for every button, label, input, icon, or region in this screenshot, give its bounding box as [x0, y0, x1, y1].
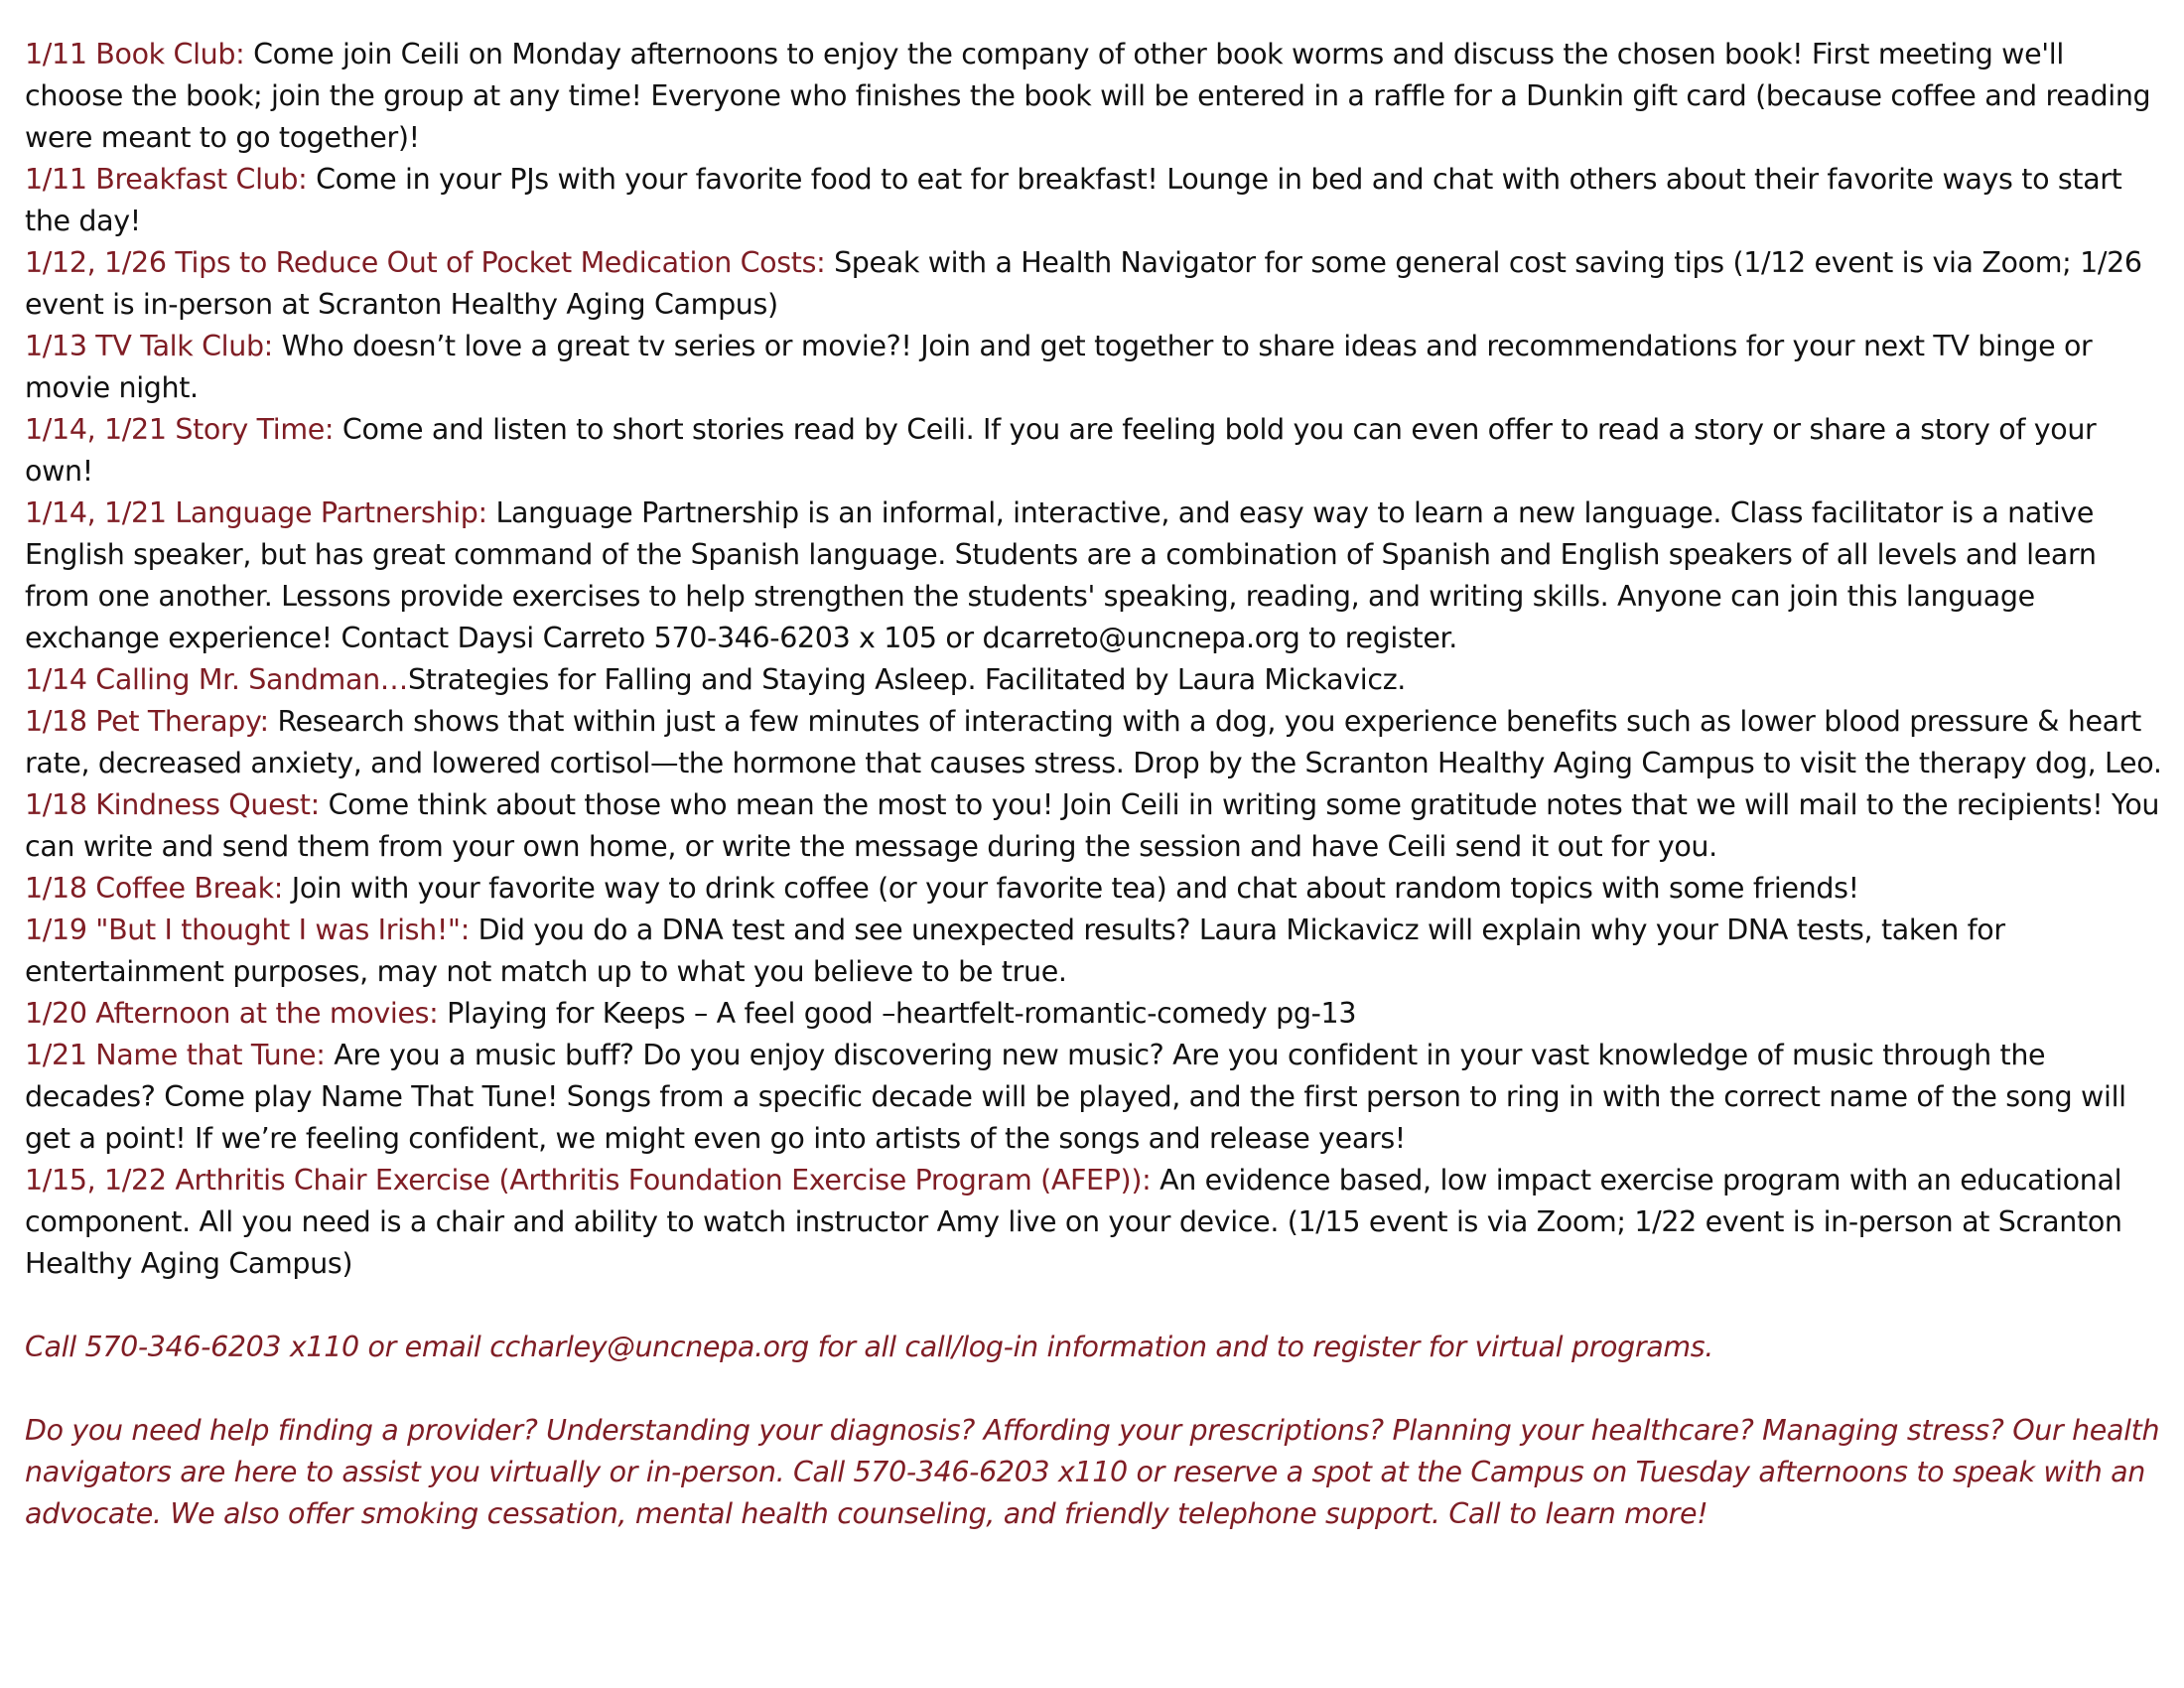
event-description: Come in your PJs with your favorite food to eat for breakfast! Lounge in bed and chat with others about their favorite ways to start the day!: [25, 163, 2122, 237]
event-description: An evidence based, low impact exercise program with an educational component. All you need is a chair and ability to watch instructor Amy live on your device. (1/15 event is via Zoom; 1/22 event is in-person at Scranton Healthy Aging Campus): [25, 1164, 2122, 1280]
event-tv-talk-club: [25, 326, 2169, 409]
event-pet-therapy: [25, 701, 2169, 784]
event-label: 1/11 Breakfast Club:: [25, 163, 308, 196]
event-description: Research shows that within just a few minutes of interacting with a dog, you experience benefits such as lower blood pressure & heart rate, decreased anxiety, and lowered cortisol—the hormone that causes stress. Drop by the Scranton Healthy Aging Campus to visit the therapy dog, Leo.: [25, 705, 2162, 779]
event-label: 1/18 Coffee Break:: [25, 872, 284, 905]
event-breakfast-club: [25, 159, 2169, 242]
event-calling-mr-sandman: [25, 659, 2169, 701]
event-kindness-quest: [25, 784, 2169, 868]
health-navigator-note: Do you need help finding a provider? Understanding your diagnosis? Affording your prescriptions? Planning your healthcare? Managing stress? Our health navigators are here to assist you virtually or in-person. Call 570-346-6203 x110 or reserve a spot at the Campus on Tuesday afternoons to speak with an advocate. We also offer smoking cessation, mental health counseling, and friendly telephone support. Call to learn more!: [25, 1414, 2160, 1530]
event-description: Who doesn’t love a great tv series or movie?! Join and get together to share ideas and recommendations for your next TV binge or movie night.: [25, 330, 2093, 404]
event-flyer-page: [25, 34, 2169, 1535]
event-story-time: [25, 409, 2169, 492]
event-afternoon-movies: [25, 993, 2169, 1035]
event-book-club: [25, 34, 2169, 159]
event-description: Are you a music buff? Do you enjoy discovering new music? Are you confident in your vast knowledge of music through the decades? Come play Name That Tune! Songs from a specific decade will be played, and the first person to ring in with the correct name of the song will get a point! If we’re feeling confident, we might even go into artists of the songs and release years!: [25, 1039, 2126, 1155]
event-description: Come and listen to short stories read by Ceili. If you are feeling bold you can even offer to read a story or share a story of your own!: [25, 413, 2097, 488]
event-label: 1/13 TV Talk Club:: [25, 330, 273, 362]
event-description: Join with your favorite way to drink coffee (or your favorite tea) and chat about random topics with some friends!: [291, 872, 1859, 905]
event-description: Did you do a DNA test and see unexpected results? Laura Mickavicz will explain why your DNA tests, taken for entertainment purposes, may not match up to what you believe to be true.: [25, 914, 2005, 988]
event-list: [25, 34, 2169, 1285]
event-language-partnership: [25, 492, 2169, 659]
event-label: 1/14, 1/21 Story Time:: [25, 413, 335, 446]
event-label: 1/12, 1/26 Tips to Reduce Out of Pocket Medication Costs:: [25, 246, 826, 279]
event-medication-costs: [25, 242, 2169, 326]
event-description: Playing for Keeps – A feel good –heartfelt-romantic-comedy pg-13: [447, 997, 1357, 1030]
event-label: 1/14 Calling Mr. Sandman…: [25, 663, 408, 696]
event-arthritis-chair-exercise: [25, 1160, 2169, 1285]
event-description: Speak with a Health Navigator for some general cost saving tips (1/12 event is via Zoom; 1/26 event is in-person at Scranton Healthy Aging Campus): [25, 246, 2142, 321]
event-description: Language Partnership is an informal, interactive, and easy way to learn a new language. Class facilitator is a native English speaker, but has great command of the Spanish language. Students are a combination of Spanish and English speakers of all levels and learn from one another. Lessons provide exercises to help strengthen the students' speaking, reading, and writing skills. Anyone can join this language exchange experience! Contact Daysi Carreto 570-346-6203 x 105 or dcarreto@uncnepa.org to register.: [25, 496, 2097, 654]
event-name-that-tune: [25, 1035, 2169, 1160]
event-label: 1/18 Pet Therapy:: [25, 705, 269, 738]
event-description: Come join Ceili on Monday afternoons to enjoy the company of other book worms and discuss the chosen book! First meeting we'll choose the book; join the group at any time! Everyone who finishes the book will be entered in a raffle for a Dunkin gift card (because coffee and reading were meant to go together)!: [25, 38, 2151, 154]
event-label: 1/18 Kindness Quest:: [25, 788, 320, 821]
registration-note: Call 570-346-6203 x110 or email ccharley@uncnepa.org for all call/log-in information and to register for virtual programs.: [25, 1331, 1713, 1363]
event-description: Come think about those who mean the most to you! Join Ceili in writing some gratitude notes that we will mail to the recipients! You can write and send them from your own home, or write the message during the session and have Ceili send it out for you.: [25, 788, 2160, 863]
event-label: 1/14, 1/21 Language Partnership:: [25, 496, 487, 529]
event-label: 1/19 "But I thought I was Irish!":: [25, 914, 470, 946]
event-label: 1/11 Book Club:: [25, 38, 245, 70]
event-label: 1/15, 1/22 Arthritis Chair Exercise (Arthritis Foundation Exercise Program (AFEP)):: [25, 1164, 1152, 1196]
event-coffee-break: [25, 868, 2169, 910]
event-irish-dna: [25, 910, 2169, 993]
event-label: 1/20 Afternoon at the movies:: [25, 997, 439, 1030]
event-label: 1/21 Name that Tune:: [25, 1039, 326, 1071]
event-description: Strategies for Falling and Staying Asleep. Facilitated by Laura Mickavicz.: [407, 663, 1407, 696]
